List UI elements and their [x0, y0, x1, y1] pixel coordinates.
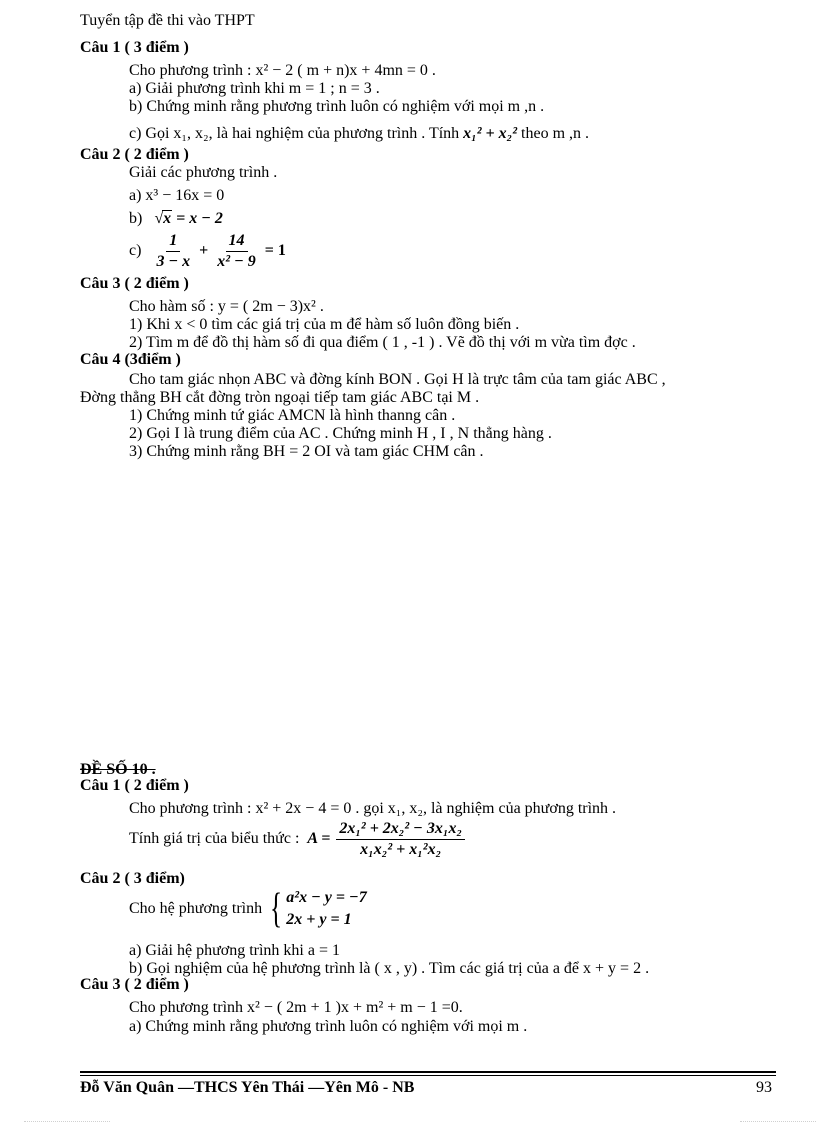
question-2-part-c-fraction-2-numerator: 14 [226, 232, 248, 252]
question-1-part-c [129, 126, 589, 142]
question-2-part-c [129, 232, 286, 270]
question-4-item-2: 2) Gọi I là trung điểm của AC . Chứng minh H , I , N thẳng hàng . [129, 425, 552, 442]
question-4-item-1: 1) Chứng minh tứ giác AMCN là hình thanng cân . [129, 407, 456, 424]
question-3-heading: Câu 3 ( 2 điểm ) [80, 275, 189, 292]
question-3-intro: Cho hàm số : y = ( 2m − 3)x² . [129, 298, 324, 315]
question-4-heading: Câu 4 (3điểm ) [80, 351, 181, 368]
exam-2-question-1-intro: Cho phương trình : x² + 2x − 4 = 0 . gọi x₁, x₂, là nghiệm của phương trình . [129, 800, 617, 817]
exam-2-question-1-heading: Câu 1 ( 2 điểm ) [80, 777, 189, 794]
question-1-part-c-expression: x₁² + x₂² [463, 125, 518, 142]
question-1-intro: Cho phương trình : x² − 2 ( m + n)x + 4mn = 0 . [129, 62, 436, 79]
question-2-part-b: b) √x = x − 2 [129, 210, 223, 227]
question-1-part-a: a) Giải phương trình khi m = 1 ; n = 3 . [129, 80, 380, 97]
exam-2-question-2-intro-text: Cho hệ phương trình [129, 900, 263, 917]
question-3-item-2: 2) Tìm m để đồ thị hàm số đi qua điểm ( 1 , -1 ) . Vẽ đồ thị với m vừa tìm đợc . [129, 334, 636, 351]
footer-rule-thin [80, 1075, 776, 1076]
exam-2-question-1-fraction-numerator: 2x₁² + 2x₂² − 3x₁x₂ [336, 820, 465, 840]
exam-2-question-1-calc [129, 820, 467, 858]
footer-author: Đỗ Văn Quân —THCS Yên Thái —Yên Mô - NB [80, 1079, 415, 1096]
equation-system [266, 888, 367, 930]
question-1-part-c-tail: theo m ,n . [521, 125, 590, 142]
exam-2-question-1-fraction-denominator: x₁x₂² + x₁²x₂ [360, 840, 442, 858]
exam-2-question-2-part-b: b) Gọi nghiệm của hệ phương trình là ( x , y) . Tìm các giá trị của a để x + y = 2 . [129, 960, 650, 977]
question-2-intro: Giải các phương trình . [129, 164, 278, 181]
page-edge-divider [24, 1121, 110, 1122]
question-2-part-b-rest: = x − 2 [176, 210, 223, 227]
question-2-part-a: a) x³ − 16x = 0 [129, 187, 225, 204]
question-2-part-c-fraction-1-denominator: 3 − x [156, 252, 191, 270]
exam-2-question-2-intro [129, 888, 367, 930]
brace-icon: { [270, 886, 283, 932]
footer-rule-thick [80, 1071, 776, 1073]
question-2-part-c-fraction-2 [214, 232, 259, 270]
question-2-part-c-fraction-1 [153, 232, 193, 270]
question-2-part-c-plus: + [199, 242, 209, 260]
question-1-part-c-text: c) Gọi x₁, x₂, là hai nghiệm của phương trình . Tính [129, 125, 460, 142]
question-3-item-1: 1) Khi x < 0 tìm các giá trị của m để hàm số luôn đồng biến . [129, 316, 520, 333]
document-header-title: Tuyển tập đề thi vào THPT [80, 12, 255, 29]
question-2-part-c-rhs: = 1 [264, 242, 286, 260]
question-2-part-b-radicand: x [163, 210, 172, 227]
exam-2-question-3-part-a: a) Chứng minh rằng phương trình luôn có nghiệm với mọi m . [129, 1018, 528, 1035]
exam-2-question-2-heading: Câu 2 ( 3 điểm) [80, 870, 185, 887]
question-1-heading: Câu 1 ( 3 điểm ) [80, 39, 189, 56]
question-2-part-c-fraction-1-numerator: 1 [166, 232, 180, 252]
question-2-part-c-fraction-2-denominator: x² − 9 [217, 252, 256, 270]
page-number: 93 [756, 1079, 772, 1096]
exam-2-question-3-intro: Cho phương trình x² − ( 2m + 1 )x + m² + m − 1 =0. [129, 999, 463, 1016]
exam-2-question-1-fraction [336, 820, 465, 858]
question-2-heading: Câu 2 ( 2 điểm ) [80, 146, 189, 163]
equation-system-line-2: 2x + y = 1 [286, 911, 352, 928]
question-4-intro-line-2: Đờng thẳng BH cắt đờng tròn ngoại tiếp tam giác ABC tại M . [80, 389, 480, 406]
page-edge-divider [740, 1121, 816, 1122]
exam-2-question-1-calc-lhs: A = [307, 830, 331, 848]
exam-2-question-1-calc-text: Tính giá trị của biểu thức : [129, 830, 300, 848]
exam-2-question-3-heading: Câu 3 ( 2 điểm ) [80, 976, 189, 993]
exam-2-question-2-part-a: a) Giải hệ phương trình khi a = 1 [129, 942, 340, 959]
question-2-part-b-label: b) [129, 210, 143, 227]
equation-system-line-1: a²x − y = −7 [286, 889, 367, 906]
question-1-part-b: b) Chứng minh rằng phương trình luôn có nghiệm với mọi m ,n . [129, 98, 545, 115]
question-4-item-3: 3) Chứng minh rằng BH = 2 OI và tam giác CHM cân . [129, 443, 484, 460]
question-4-intro-line-1: Cho tam giác nhọn ABC và đờng kính BON . Gọi H là trực tâm của tam giác ABC , [129, 371, 666, 388]
question-2-part-c-label: c) [129, 242, 142, 260]
exam-label: ĐỀ SỐ 10 . [80, 761, 156, 778]
